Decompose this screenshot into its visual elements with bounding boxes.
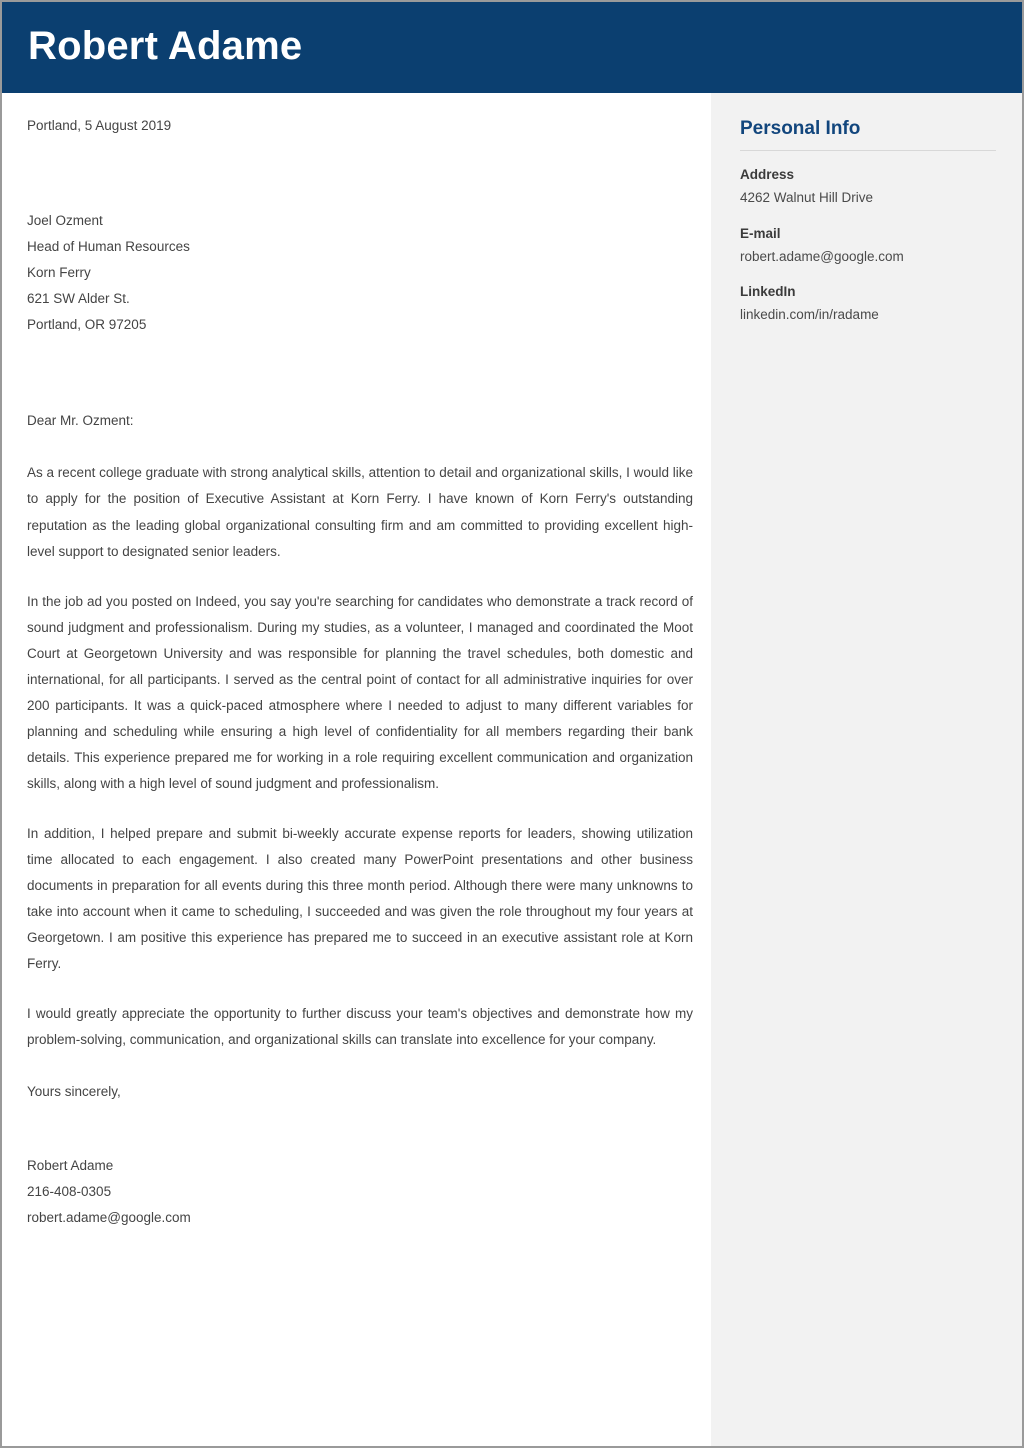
recipient-line: 621 SW Alder St. (27, 290, 130, 306)
info-group-email (740, 224, 996, 268)
sidebar-title: Personal Info (740, 118, 861, 139)
body-paragraph: In addition, I helped prepare and submit bi-weekly accurate expense reports for leaders, showing utilization time allocated to each engagement. I also created many PowerPoint presentations and other business documents in preparation for all events during this three month period. Although there were many unknowns to take into account when it came to scheduling, I succeeded and was given the role throughout my four years at Georgetown. I am positive this experience has prepared me to succeed in an executive assistant role at Korn Ferry. (27, 825, 693, 972)
recipient-address-block (27, 208, 693, 338)
info-group-linkedin (740, 282, 996, 326)
body-paragraph: As a recent college graduate with strong analytical skills, attention to detail and organizational skills, I would like to apply for the position of Executive Assistant at Korn Ferry. I have known of Korn Ferry's outstanding reputation as the leading global organizational consulting firm and am committed to providing excellent high-level support to designated senior leaders. (27, 465, 693, 559)
closing-salutation: Yours sincerely, (27, 1084, 121, 1100)
recipient-line: Joel Ozment (27, 212, 103, 228)
info-value-address: 4262 Walnut Hill Drive (740, 189, 874, 205)
signature-name: Robert Adame (27, 1157, 114, 1173)
signature-email: robert.adame@google.com (27, 1210, 191, 1226)
info-label: Address (740, 166, 795, 182)
letterhead-banner (2, 2, 1022, 93)
salutation: Dear Mr. Ozment: (27, 412, 134, 428)
recipient-line: Korn Ferry (27, 264, 91, 280)
info-value-email[interactable]: robert.adame@google.com (740, 248, 904, 264)
info-value-linkedin[interactable]: linkedin.com/in/radame (740, 307, 879, 323)
recipient-line: Head of Human Resources (27, 238, 190, 254)
info-label: E-mail (740, 225, 781, 241)
date-line: Portland, 5 August 2019 (27, 118, 172, 133)
body-paragraph: I would greatly appreciate the opportunity to further discuss your team's objectives and demonstrate how my problem-solving, communication, and organizational skills can translate into excellence for your company. (27, 1006, 693, 1048)
body-paragraph: In the job ad you posted on Indeed, you say you're searching for candidates who demonstrate a track record of sound judgment and professionalism. During my studies, as a volunteer, I managed and coordinated the Moot Court at Georgetown University and was responsible for planning the travel schedules, both domestic and international, for all participants. I served as the central point of contact for all administrative inquiries for over 200 participants. It was a quick-paced atmosphere where I needed to adjust to many different variables for planning and scheduling while ensuring a high level of confidentiality for all members regarding their bank details. This experience prepared me for working in a role requiring excellent communication and organization skills, along with a high level of sound judgment and professionalism. (27, 593, 693, 791)
letter-body-column (2, 93, 715, 1446)
personal-info-sidebar (711, 93, 1022, 1446)
info-group-address (740, 165, 996, 209)
applicant-name-heading: Robert Adame (28, 24, 303, 68)
signature-block (27, 1153, 693, 1231)
signature-phone: 216-408-0305 (27, 1184, 112, 1199)
recipient-line: Portland, OR 97205 (27, 316, 147, 332)
sidebar-divider (740, 150, 996, 151)
info-label: LinkedIn (740, 284, 796, 300)
